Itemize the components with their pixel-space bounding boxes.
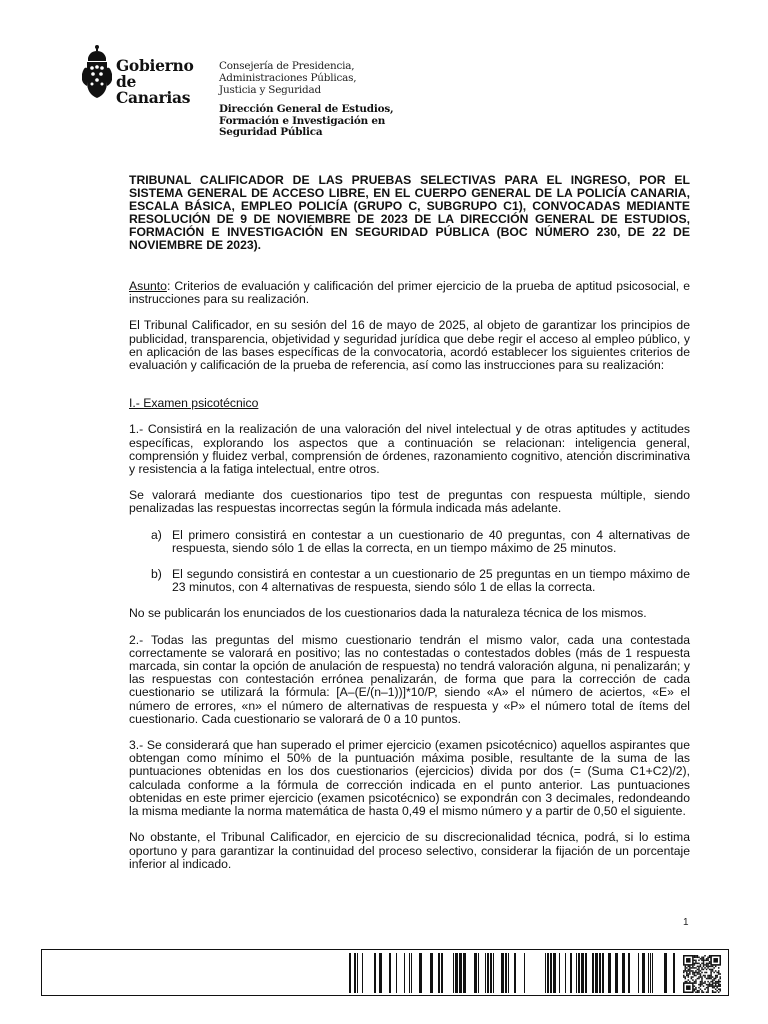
dept-line: Administraciones Públicas, [219, 72, 357, 84]
paragraph-1: 1.- Consistirá en la realización de una valoración del nivel intelectual y de otras aptitudes y actitudes específicas, explorando los aspectos que a continuación se relacionan: inteligencia general, comprensión y fluidez verbal, comprensión de órdenes, razonamiento cognitivo, atención discriminativa y resistencia a la fatiga intelectual, entre otros. [129, 422, 690, 477]
section-heading: I.- Examen psicotécnico [129, 396, 259, 411]
paragraph-2: Se valorará mediante dos cuestionarios tipo test de preguntas con respuesta múltiple, siendo penalizadas las respuestas incorrectas según la fórmula indicada más adelante. [129, 488, 690, 516]
list-item-text: El segundo consistirá en contestar a un cuestionario de 25 preguntas en un tiempo máximo de 23 minutos, con 4 alternativas de respuesta, siendo sólo 1 de ellas la correcta. [172, 567, 690, 595]
dg-line: Dirección General de Estudios, [219, 103, 394, 115]
asunto-paragraph [129, 280, 690, 306]
options-list [129, 529, 690, 595]
department-name [219, 60, 356, 96]
asunto-text: : Criterios de evaluación y calificación del primer ejercicio de la prueba de aptitud psicosocial, e instrucciones para su realización. [129, 279, 690, 307]
gobierno-canarias-logo [82, 44, 212, 107]
paragraph-5: 3.- Se considerará que han superado el primer ejercicio (examen psicotécnico) aquellos aspirantes que obtengan como mínimo el 50% de la puntuación máxima posible, resultante de la suma de las puntuaciones obtenidas en los dos cuestionarios (ejercicios) divida por dos (= (Suma C1+C2)/2), calculada conforme a la fórmula de corrección indicada en el punto anterior. Las puntuaciones obtenidas en este primer ejercicio (examen psicotécnico) se expondrán con 3 decimales, redondeando la misma mediante la norma matemática de hasta 0,49 el mismo número y a partir de 0,50 el siguiente. [129, 738, 690, 819]
paragraph-6: No obstante, el Tribunal Calificador, en ejercicio de su discrecionalidad técnica, podrá, si lo estima oportuno y para garantizar la continuidad del proceso selectivo, considerar la fijación de un porcentaje inferior al indicado. [129, 830, 690, 871]
directorate-name [219, 104, 393, 139]
list-item [129, 529, 690, 555]
logo-line-1: Gobierno [116, 56, 194, 75]
list-marker: a) [151, 527, 162, 542]
document-body [129, 174, 690, 871]
list-marker: b) [151, 567, 162, 582]
logo-wordmark [116, 58, 212, 106]
asunto-label: Asunto [129, 279, 167, 293]
dept-line: Justicia y Seguridad [219, 84, 321, 96]
dg-line: Formación e Investigación en [219, 114, 386, 127]
dg-line: Seguridad Pública [219, 126, 323, 139]
logo-line-2: de Canarias [116, 72, 191, 107]
document-title: TRIBUNAL CALIFICADOR DE LAS PRUEBAS SELECTIVAS PARA EL INGRESO, POR EL SISTEMA GENERAL DE ACCESO LIBRE, EN EL CUERPO GENERAL DE LA POLICÍA CANARIA, ESCALA BÁSICA, EMPLEO POLICÍA (GRUPO C, SUBGRUPO C1), CONVOCADAS MEDIANTE RESOLUCIÓN DE 9 DE NOVIEMBRE DE 2023 DE LA DIRECCIÓN GENERAL DE ESTUDIOS, FORMACIÓN E INVESTIGACIÓN EN SEGURIDAD PÚBLICA (BOC NÚMERO 230, DE 22 DE NOVIEMBRE DE 2023). [129, 173, 690, 252]
qr-code-icon [683, 955, 721, 993]
list-item-text: El primero consistirá en contestar a un cuestionario de 40 preguntas, con 4 alternativas de respuesta, siendo sólo 1 de ellas la correcta, en un tiempo máximo de 25 minutos. [172, 527, 690, 555]
barcode-icon [349, 953, 675, 993]
intro-paragraph: El Tribunal Calificador, en su sesión del 16 de mayo de 2025, al objeto de garantizar los principios de publicidad, transparencia, objetividad y seguridad jurídica que debe regir el acceso al empleo público, y en aplicación de las bases específicas de la convocatoria, acordó establecer los siguientes criterios de evaluación y calificación de la prueba de referencia, así como las instrucciones para su realización: [129, 318, 690, 373]
paragraph-3: No se publicarán los enunciados de los cuestionarios dada la naturaleza técnica de los mismos. [129, 606, 647, 621]
coat-of-arms-icon [82, 44, 112, 102]
dept-line: Consejería de Presidencia, [219, 60, 355, 72]
paragraph-4: 2.- Todas las preguntas del mismo cuestionario tendrán el mismo valor, cada una contestada correctamente se valorará en positivo; las no contestadas o contestados dobles (más de 1 respuesta marcada, sin contar la opción de anulación de respuesta) no tendrá valoración alguna, ni penalizarán; y las respuestas con contestación errónea penalizarán, de forma que para la corrección de cada cuestionario se utilizará la fórmula: [A–(E/(n–1))]*10/P, siendo «A» el número de aciertos, «E» el número de errores, «n» el número de alternativas de respuesta y «P» el número total de ítems del cuestionario. Cada cuestionario se valorará de 0 a 10 puntos. [129, 632, 690, 726]
list-item [129, 568, 690, 594]
page-number: 1 [683, 917, 689, 928]
